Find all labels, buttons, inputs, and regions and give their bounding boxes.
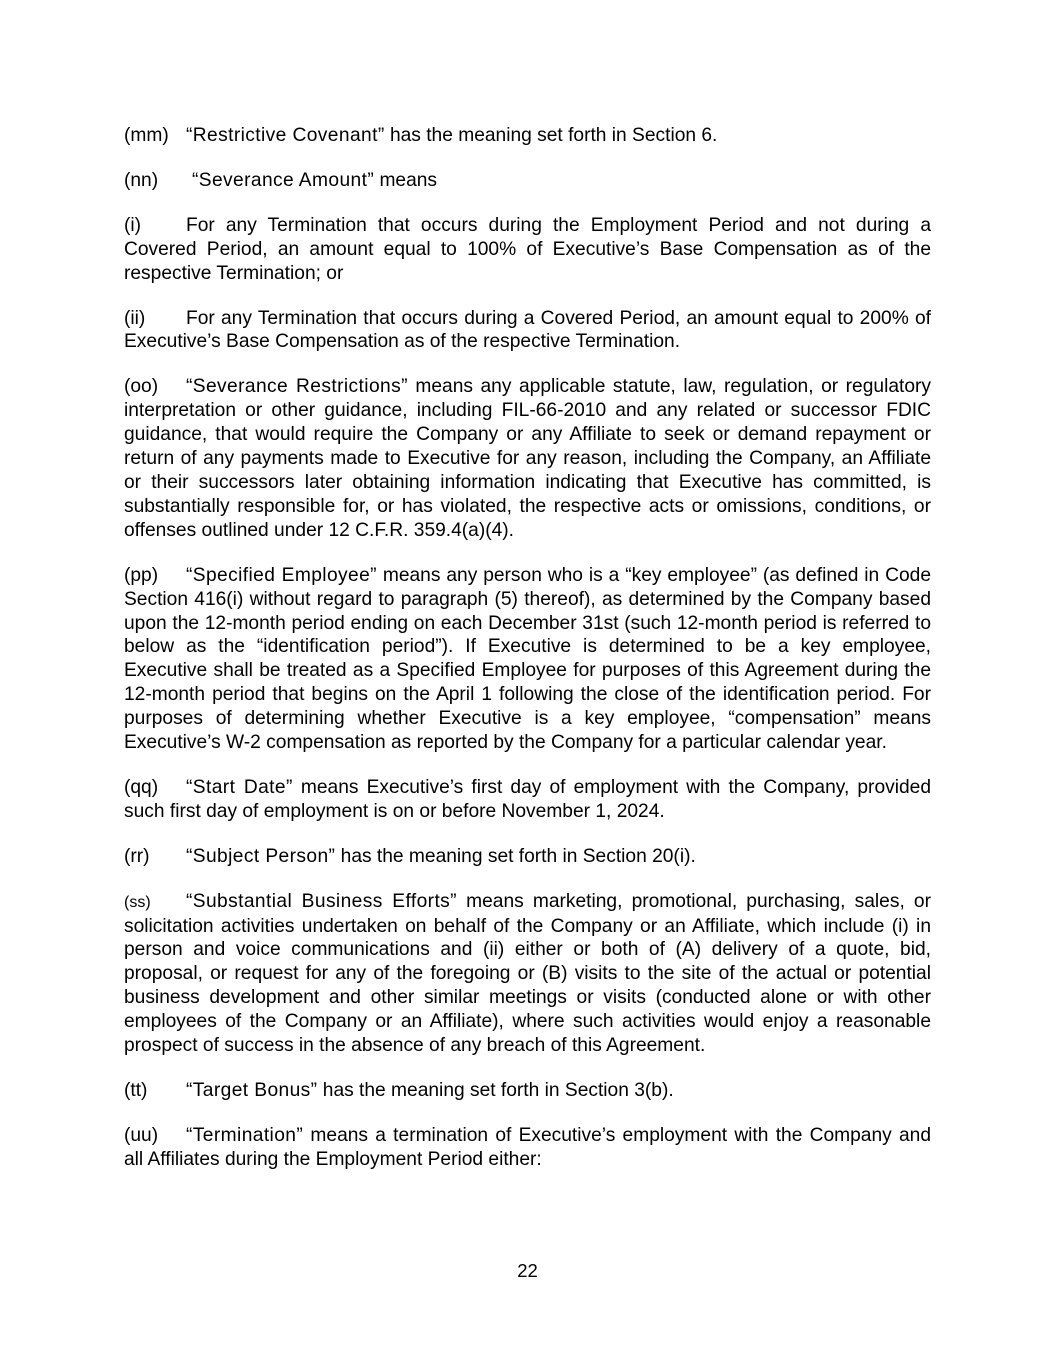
defined-term: “Restrictive Covenant” bbox=[186, 125, 385, 146]
definition-qq bbox=[124, 776, 931, 824]
definition-tt bbox=[124, 1079, 931, 1103]
definition-ss bbox=[124, 890, 931, 1058]
definition-nn bbox=[124, 169, 931, 193]
definition-label: (i) bbox=[124, 214, 142, 236]
defined-term: “Severance Restrictions” bbox=[186, 376, 408, 398]
definition-label: (ii) bbox=[124, 307, 146, 329]
definition-text: has the meaning set forth in Section 3(b). bbox=[317, 1080, 674, 1101]
definition-mm bbox=[124, 124, 931, 148]
definition-oo bbox=[124, 375, 931, 542]
definition-text: means bbox=[374, 169, 438, 191]
definition-label: (qq) bbox=[124, 776, 159, 798]
defined-term: “Target Bonus” bbox=[186, 1080, 318, 1101]
definition-text: For any Termination that occurs during a Covered Period, an amount equal to 200% of Executive’s Base Compensation as of the respective Termination. bbox=[124, 307, 931, 353]
definition-label: (nn) bbox=[124, 169, 159, 191]
definition-uu bbox=[124, 1124, 931, 1172]
definition-text: has the meaning set forth in Section 6. bbox=[384, 125, 718, 146]
defined-term: “Severance Amount” bbox=[192, 169, 375, 191]
definition-text: means Executive’s first day of employment with the Company, provided such first day of employment is on or before November 1, 2024. bbox=[124, 776, 931, 822]
definition-nn-ii bbox=[124, 307, 931, 355]
definition-text: means any applicable statute, law, regulation, or regulatory interpretation or other guidance, including FIL-66-2010 and any related or successor FDIC guidance, that would require the Company or any Affiliate to seek or demand repayment or return of any payments made to Executive for any reason, including the Company, an Affiliate or their successors later obtaining information indicating that Executive has committed, is substantially responsible for, or has violated, the respective acts or omissions, conditions, or offenses outlined under 12 C.F.R. 359.4(a)(4). bbox=[124, 376, 931, 541]
definition-text: means marketing, promotional, purchasing, sales, or solicitation activities undertaken on behalf of the Company or an Affiliate, which include (i) in person and voice communications and (ii) either or both of (A) delivery of a quote, bid, proposal, or request for any of the foregoing or (B) visits to the site of the actual or potential business development and other similar meetings or visits (conducted alone or with other employees of the Company or an Affiliate), where such activities would enjoy a reasonable prospect of success in the absence of any breach of this Agreement. bbox=[124, 890, 931, 1057]
defined-term: “Termination” bbox=[186, 1124, 304, 1146]
definition-label: (tt) bbox=[124, 1080, 148, 1101]
defined-term: “Specified Employee” bbox=[186, 564, 377, 586]
definition-label: (oo) bbox=[124, 376, 159, 398]
defined-term: “Substantial Business Efforts” bbox=[186, 890, 457, 912]
definition-text: has the meaning set forth in Section 20(i). bbox=[335, 845, 696, 867]
definition-rr bbox=[124, 845, 931, 869]
defined-term: “Subject Person” bbox=[186, 845, 336, 867]
definition-label: (pp) bbox=[124, 564, 159, 586]
definition-label: (rr) bbox=[124, 845, 150, 867]
definition-nn-i bbox=[124, 214, 931, 286]
definition-label: (ss) bbox=[124, 893, 151, 911]
definition-label: (mm) bbox=[124, 125, 169, 146]
definitions-list bbox=[124, 124, 931, 1172]
definition-pp bbox=[124, 564, 931, 755]
defined-term: “Start Date” bbox=[186, 776, 293, 798]
definition-label: (uu) bbox=[124, 1124, 159, 1146]
definition-text: For any Termination that occurs during the Employment Period and not during a Covered Period, an amount equal to 100% of Executive’s Base Compensation as of the respective Termination; or bbox=[124, 214, 931, 284]
definition-text: means a termination of Executive’s employment with the Company and all Affiliates during the Employment Period either: bbox=[124, 1124, 931, 1170]
definition-text: means any person who is a “key employee” (as defined in Code Section 416(i) without regard to paragraph (5) thereof), as determined by the Company based upon the 12-month period ending on each December 31st (such 12-month period is referred to below as the “identification period”). If Executive is determined to be a key employee, Executive shall be treated as a Specified Employee for purposes of this Agreement during the 12-month period that begins on the April 1 following the close of the identification period. For purposes of determining whether Executive is a key employee, “compensation” means Executive’s W-2 compensation as reported by the Company for a particular calendar year. bbox=[124, 564, 931, 754]
page-number: 22 bbox=[517, 1260, 538, 1281]
